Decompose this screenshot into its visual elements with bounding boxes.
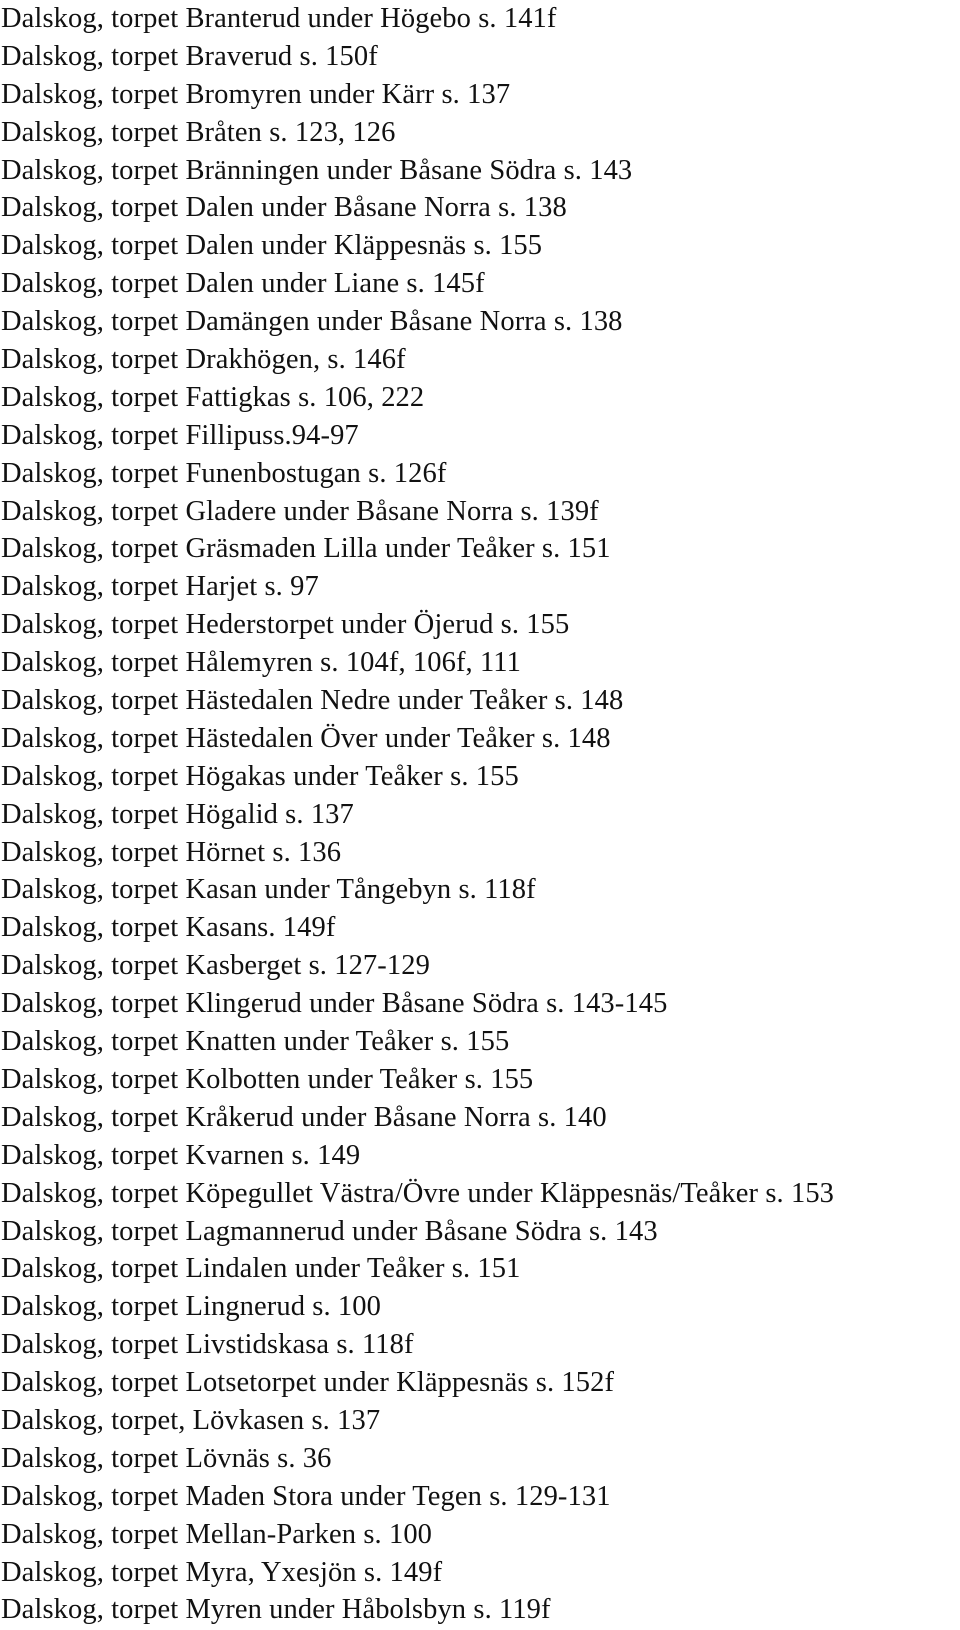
index-entry: Dalskog, torpet Gräsmaden Lilla under Teåker s. 151 bbox=[1, 533, 611, 565]
index-entry: Dalskog, torpet Fattigkas s. 106, 222 bbox=[1, 381, 425, 413]
index-entry: Dalskog, torpet Högakas under Teåker s. 155 bbox=[1, 760, 519, 792]
index-entry: Dalskog, torpet Dalen under Liane s. 145f bbox=[1, 268, 485, 300]
index-entry: Dalskog, torpet Kasberget s. 127-129 bbox=[1, 950, 430, 982]
index-entry: Dalskog, torpet Drakhögen, s. 146f bbox=[1, 344, 406, 376]
index-entry: Dalskog, torpet Livstidskasa s. 118f bbox=[1, 1329, 414, 1361]
index-entry: Dalskog, torpet Kråkerud under Båsane Norra s. 140 bbox=[1, 1101, 607, 1133]
index-entry: Dalskog, torpet Kasans. 149f bbox=[1, 912, 336, 944]
index-entry: Dalskog, torpet Branterud under Högebo s. 141f bbox=[1, 3, 557, 34]
index-entry: Dalskog, torpet Myra, Yxesjön s. 149f bbox=[1, 1556, 443, 1588]
index-entry: Dalskog, torpet Harjet s. 97 bbox=[1, 571, 319, 603]
index-entry: Dalskog, torpet Hederstorpet under Öjerud s. 155 bbox=[1, 609, 570, 641]
index-entry: Dalskog, torpet Dalen under Båsane Norra s. 138 bbox=[1, 192, 567, 224]
index-entry: Dalskog, torpet Kasan under Tångebyn s. 118f bbox=[1, 874, 536, 906]
index-entry: Dalskog, torpet Lotsetorpet under Kläppesnäs s. 152f bbox=[1, 1367, 615, 1399]
index-entry: Dalskog, torpet Hästedalen Nedre under Teåker s. 148 bbox=[1, 685, 624, 717]
index-entry: Dalskog, torpet Hästedalen Över under Teåker s. 148 bbox=[1, 722, 611, 754]
index-entry: Dalskog, torpet Klingerud under Båsane Södra s. 143-145 bbox=[1, 988, 668, 1020]
index-entry: Dalskog, torpet Bränningen under Båsane Södra s. 143 bbox=[1, 154, 633, 186]
index-entry: Dalskog, torpet Gladere under Båsane Norra s. 139f bbox=[1, 495, 599, 527]
index-entry: Dalskog, torpet Dalen under Kläppesnäs s. 155 bbox=[1, 230, 543, 262]
index-entry: Dalskog, torpet Bråten s. 123, 126 bbox=[1, 116, 396, 148]
index-entry: Dalskog, torpet Braverud s. 150f bbox=[1, 40, 378, 72]
index-entry: Dalskog, torpet Kolbotten under Teåker s. 155 bbox=[1, 1063, 534, 1095]
index-entry: Dalskog, torpet Kvarnen s. 149 bbox=[1, 1139, 361, 1171]
index-entry: Dalskog, torpet Bromyren under Kärr s. 137 bbox=[1, 78, 511, 110]
index-entry: Dalskog, torpet Högalid s. 137 bbox=[1, 798, 354, 830]
index-entry: Dalskog, torpet Köpegullet Västra/Övre under Kläppesnäs/Teåker s. 153 bbox=[1, 1177, 835, 1209]
index-entry: Dalskog, torpet Myren under Håbolsbyn s. 119f bbox=[1, 1594, 551, 1626]
index-entry: Dalskog, torpet Knatten under Teåker s. 155 bbox=[1, 1026, 510, 1058]
index-entry: Dalskog, torpet Lagmannerud under Båsane Södra s. 143 bbox=[1, 1215, 658, 1247]
index-entry: Dalskog, torpet Mellan-Parken s. 100 bbox=[1, 1518, 433, 1550]
index-entry: Dalskog, torpet Damängen under Båsane Norra s. 138 bbox=[1, 306, 623, 338]
index-entry: Dalskog, torpet Lingnerud s. 100 bbox=[1, 1291, 381, 1323]
index-entry: Dalskog, torpet Maden Stora under Tegen s. 129-131 bbox=[1, 1480, 611, 1512]
index-entry: Dalskog, torpet Lövnäs s. 36 bbox=[1, 1442, 332, 1474]
index-entry: Dalskog, torpet, Lövkasen s. 137 bbox=[1, 1404, 381, 1436]
index-entry: Dalskog, torpet Lindalen under Teåker s. 151 bbox=[1, 1253, 521, 1285]
index-entry: Dalskog, torpet Hörnet s. 136 bbox=[1, 836, 342, 868]
index-entry: Dalskog, torpet Hålemyren s. 104f, 106f, 111 bbox=[1, 647, 521, 679]
index-entry: Dalskog, torpet Fillipuss.94-97 bbox=[1, 419, 359, 451]
index-entry: Dalskog, torpet Funenbostugan s. 126f bbox=[1, 457, 447, 489]
